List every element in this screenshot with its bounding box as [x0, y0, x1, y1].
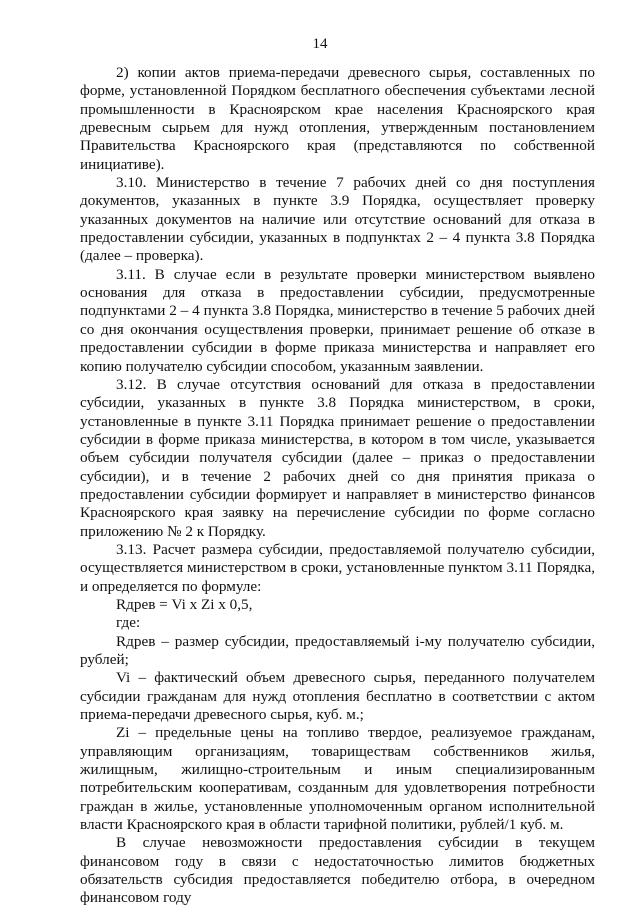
paragraph-3-12: 3.12. В случае отсутствия оснований для отказа в предоставлении субсидии, указанных в пункте 3.8 Порядка министерством, в сроки, установленные в пункте 3.11 Порядка принимает решение о предоставлении субсидии в форме приказа министерства, в котором в том числе, указывается объем субсидии получателя субсидии (далее – приказ о предоставлении субсидии), и в течение 2 рабочих дней со дня принятия приказа о предоставлении субсидии формирует и направляет в министерство финансов Красноярского края заявку на перечисление субсидии по форме согласно приложению № 2 к Порядку.: [80, 375, 595, 540]
formula-where-label: где:: [116, 614, 141, 632]
paragraph-insufficient-limits: В случае невозможности предоставления субсидии в текущем финансовом году в связи с недостаточностью лимитов бюджетных обязательств субсидия предоставляется победителю отбора, в очередном финансовом году: [80, 834, 595, 907]
paragraph-3-10: 3.10. Министерство в течение 7 рабочих дней со дня поступления документов, указанных в пункте 3.9 Порядка, осуществляет проверку указанных документов на наличие или отсутствие оснований для отказа в предоставлении субсидии, указанных в подпунктах 2 – 4 пункта 3.8 Порядка (далее – проверка).: [80, 174, 595, 265]
paragraph-copies-of-acts: 2) копии актов приема-передачи древесного сырья, составленных по форме, установленной Порядком бесплатного обеспечения субъектами лесной промышленности в Красноярском крае населения Красноярского края древесным сырьем для нужд отопления, утвержденным постановлением Правительства Красноярского края (представляются по собственной инициативе).: [80, 64, 595, 173]
paragraph-3-13: 3.13. Расчет размера субсидии, предоставляемой получателю субсидии, осуществляется министерством в сроки, установленные пунктом 3.11 Порядка, и определяется по формуле:: [80, 540, 595, 595]
page-number: 14: [312, 36, 328, 52]
definition-vi: Vi – фактический объем древесного сырья, переданного получателем субсидии гражданам для нужд отопления бесплатно в соответствии с актом приема-передачи древесного сырья, куб. м.;: [80, 669, 595, 724]
paragraph-3-11: 3.11. В случае если в результате проверки министерством выявлено основания для отказа в предоставлении субсидии, предусмотренные подпунктами 2 – 4 пункта 3.8 Порядка, министерство в течение 5 рабочих дней со дня окончания осуществления проверки, принимает решение об отказе в предоставлении субсидии в форме приказа министерства и направляет его копию получателю субсидии способом, указанным заявлении.: [80, 265, 595, 375]
definition-zi: Zi – предельные цены на топливо твердое, реализуемое гражданам, управляющим организациям, товариществам собственников жилья, жилищным, жилищно-строительным и иным специализированным потребительским кооперативам, созданным для удовлетворения потребности граждан в жилье, установленные уполномоченным органом исполнительной власти Красноярского края в области тарифной политики, рублей/1 куб. м.: [80, 724, 595, 834]
subsidy-formula: Rдрев = Vi x Zi x 0,5,: [116, 595, 253, 613]
document-body: [80, 64, 595, 908]
definition-rdrev: Rдрев – размер субсидии, предоставляемый i-му получателю субсидии, рублей;: [80, 632, 595, 668]
